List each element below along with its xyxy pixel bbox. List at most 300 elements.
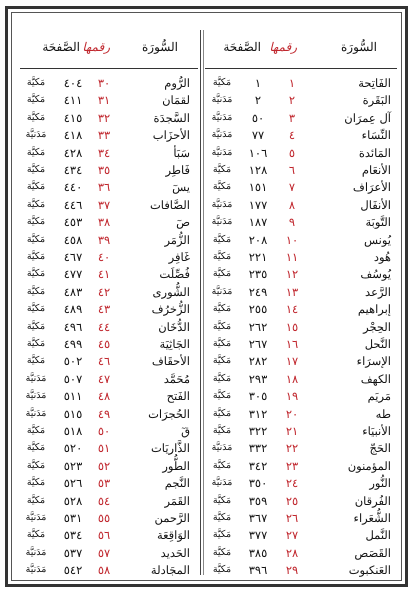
- surah-order: ٤٣: [97, 302, 111, 317]
- surah-name: الفُرقان: [354, 493, 391, 508]
- surah-order: ٤٩: [97, 406, 111, 421]
- surah-order: ٦: [288, 163, 296, 177]
- table-row: [20, 109, 198, 127]
- surah-name: القَمَر: [164, 493, 190, 508]
- surah-order: ١٧: [285, 354, 299, 369]
- surah-type: مَكيَّة: [26, 459, 46, 471]
- surah-name: فُصِّلَت: [159, 267, 190, 282]
- surah-name: مُحَمَّد: [163, 371, 190, 386]
- surah-name: النِّسَاء: [361, 128, 391, 143]
- surah-order: ٤٨: [97, 389, 111, 404]
- table-row: [20, 405, 198, 423]
- table-row: [205, 474, 397, 492]
- surah-page: ٤٢٨: [63, 145, 83, 160]
- surah-type: مَكيَّة: [26, 285, 46, 297]
- surah-order: ١٠: [285, 232, 299, 247]
- table-row: [205, 231, 397, 249]
- surah-name: النَّحل: [364, 337, 391, 351]
- table-row: [205, 387, 397, 405]
- table-row: [205, 439, 397, 457]
- surah-type: مَكيَّة: [212, 164, 232, 175]
- table-row: [205, 196, 397, 214]
- surah-type: مَكيَّة: [212, 233, 232, 245]
- surah-type: مَكيَّة: [26, 303, 46, 315]
- surah-type: مَكيَّة: [26, 268, 46, 280]
- surah-page: ٥٣٤: [63, 528, 83, 543]
- table-row: [205, 318, 397, 336]
- surah-name: هُود: [373, 250, 391, 264]
- surah-order: ٢٧: [285, 528, 299, 543]
- surah-order: ٥٨: [97, 563, 111, 578]
- surah-order: ٤٥: [97, 337, 111, 351]
- surah-name: العَنكبوت: [348, 563, 391, 578]
- surah-page: ٤٥٨: [63, 232, 83, 247]
- surah-type: مَكيَّة: [212, 303, 232, 315]
- page-header: الصَّفحَة: [42, 40, 80, 54]
- surah-name: الإسرَاء: [356, 354, 391, 369]
- table-row: [20, 457, 198, 475]
- table-row: [20, 509, 198, 527]
- surah-page: ٣٤٢: [248, 458, 268, 473]
- surah-type: مَكيَّة: [26, 355, 46, 367]
- surah-name: الفَاتِحة: [358, 76, 391, 90]
- table-row: [20, 265, 198, 283]
- surah-order: ٣٢: [97, 110, 111, 125]
- surah-page: ٣١٢: [248, 406, 268, 421]
- table-row: [20, 283, 198, 301]
- surah-order: ٣١: [97, 93, 111, 108]
- surah-type: مَدَنيَّة: [25, 546, 47, 558]
- surah-name: الرَّعد: [365, 284, 391, 299]
- surah-type: مَكيَّة: [26, 425, 46, 436]
- table-row: [205, 91, 397, 109]
- surah-type: مَدَنيَّة: [25, 512, 47, 523]
- surah-order: ٢٦: [285, 511, 299, 525]
- table-row: [20, 248, 198, 266]
- surah-type: مَكيَّة: [212, 355, 232, 367]
- surah-page: ٣٠٥: [248, 389, 268, 404]
- surah-type: مَكيَّة: [26, 111, 46, 123]
- surah-order: ١١: [285, 250, 299, 264]
- surah-type: مَكيَّة: [212, 251, 232, 262]
- table-row: [20, 370, 198, 388]
- surah-page: ٤٤٠: [63, 180, 83, 195]
- surah-order: ٣٥: [97, 163, 111, 177]
- surah-order: ٢٤: [285, 476, 299, 491]
- surah-order: ٨: [288, 197, 296, 212]
- surah-page: ٢٣٥: [248, 267, 268, 282]
- surah-type: مَدَنيَّة: [211, 111, 233, 123]
- surah-type: مَكيَّة: [212, 564, 232, 576]
- surah-type: مَكيَّة: [212, 512, 232, 523]
- surah-type: مَكيَّة: [26, 94, 46, 106]
- surah-name: المجَادلة: [150, 563, 190, 578]
- surah-order: ١٨: [285, 371, 299, 386]
- surah-type: مَدَنيَّة: [211, 198, 233, 210]
- surah-name: الأنبيَاء: [362, 424, 391, 438]
- surah-name: آل عِمرَان: [344, 110, 391, 125]
- surah-page: ٤٥٣: [63, 215, 83, 230]
- surah-type: مَدَنيَّة: [25, 372, 47, 384]
- surah-page: ٣٦٧: [248, 511, 268, 525]
- table-row: [205, 509, 397, 527]
- surah-page: ٥٢٣: [63, 458, 83, 473]
- surah-order: ٣٨: [97, 215, 111, 230]
- surah-name: النَّجم: [164, 476, 190, 491]
- surah-name: المؤمنون: [347, 458, 391, 473]
- surah-page: ٥١٨: [63, 424, 83, 438]
- order-header: رقمها: [269, 40, 297, 54]
- surah-name: الحَديد: [160, 545, 190, 560]
- surah-page: ٥٣٧: [63, 545, 83, 560]
- surah-type: مَكيَّة: [26, 146, 46, 158]
- surah-name: الشُّعَراء: [353, 511, 391, 525]
- surah-type: مَكيَّة: [212, 546, 232, 558]
- surah-order: ٣٧: [97, 197, 111, 212]
- surah-page: ٣٩٦: [248, 563, 268, 578]
- surah-page: ٢٤٩: [248, 284, 268, 299]
- surah-name: الحِجْر: [363, 319, 391, 334]
- surah-page: ١٥١: [248, 180, 268, 195]
- surah-name: الطُّور: [162, 458, 190, 473]
- surah-type: مَكيَّة: [26, 251, 46, 262]
- surah-order: ٥٢: [97, 458, 111, 473]
- surah-table-right: [205, 30, 397, 578]
- table-row: [205, 526, 397, 544]
- surah-type: مَدَنيَّة: [211, 216, 233, 228]
- surah-name: الرَّحمن: [154, 511, 190, 525]
- surah-order: ٢٢: [285, 441, 299, 456]
- surah-page: ٣٢٢: [248, 424, 268, 438]
- surah-name: الشُّورى: [152, 284, 190, 299]
- surah-name: الرُّوم: [164, 76, 190, 90]
- surah-type: مَكيَّة: [212, 268, 232, 280]
- order-header: رقمها: [82, 40, 110, 54]
- surah-name: إبراهيم: [357, 302, 391, 317]
- surah-type: مَكيَّة: [26, 494, 46, 506]
- surah-order: ٥١: [97, 441, 111, 456]
- surah-page: ٤١٥: [63, 110, 83, 125]
- surah-order: ٢: [288, 93, 296, 108]
- table-row: [20, 178, 198, 196]
- surah-name: يُوسُف: [360, 267, 391, 282]
- table-row: [205, 283, 397, 301]
- table-row: [205, 561, 397, 579]
- surah-page: ٤١١: [63, 93, 83, 108]
- surah-order: ٢٠: [285, 406, 299, 421]
- table-row: [20, 352, 198, 370]
- surah-type: مَدَنيَّة: [211, 129, 233, 141]
- surah-page: ٣٣٢: [248, 441, 268, 456]
- surah-name: الأعرَاف: [352, 180, 391, 195]
- surah-order: ٤١: [97, 267, 111, 282]
- surah-page: ٤٠٤: [63, 76, 83, 90]
- surah-page: ٣٧٧: [248, 528, 268, 543]
- table-row: [205, 265, 397, 283]
- surah-type: مَكيَّة: [212, 338, 232, 349]
- surah-order: ٤٧: [97, 371, 111, 386]
- surah-order: ٣: [288, 110, 296, 125]
- table-row: [205, 248, 397, 266]
- surah-type: مَكيَّة: [26, 320, 46, 332]
- surah-page: ٥٠٢: [63, 354, 83, 369]
- surah-order: ٢٥: [285, 493, 299, 508]
- surah-name: لقمَان: [162, 93, 190, 108]
- table-row: [205, 544, 397, 562]
- surah-order: ٣٤: [97, 145, 111, 160]
- surah-page: ٧٧: [251, 128, 265, 143]
- surah-order: ٢٣: [285, 458, 299, 473]
- surah-page: ٤١٨: [63, 128, 83, 143]
- surah-name: غَافِر: [168, 250, 190, 264]
- table-row: [20, 196, 198, 214]
- surah-name: الذَّاريَات: [150, 441, 190, 456]
- surah-page: ٢٦٢: [248, 319, 268, 334]
- surah-order: ٥: [288, 145, 296, 160]
- surah-page: ١٠٦: [248, 145, 268, 160]
- surah-type: مَكيَّة: [212, 529, 232, 541]
- surah-name: الصَّافات: [149, 197, 190, 212]
- column-divider: [200, 30, 201, 575]
- surah-name: الفَتح: [166, 389, 190, 404]
- surah-page: ٢: [254, 93, 262, 108]
- surah-order: ٢١: [285, 424, 299, 438]
- surah-type: مَكيَّة: [26, 477, 46, 489]
- surah-type: مَكيَّة: [212, 425, 232, 436]
- surah-type: مَدَنيَّة: [211, 442, 233, 454]
- surah-name: الحَجّ: [369, 441, 391, 456]
- surah-order: ٤: [288, 128, 296, 143]
- surah-page: ٤٦٧: [63, 250, 83, 264]
- surah-page: ٣٨٥: [248, 545, 268, 560]
- table-row: [20, 161, 198, 179]
- surah-order: ٧: [288, 180, 296, 195]
- table-row: [205, 492, 397, 510]
- surah-type: مَكيَّة: [212, 372, 232, 384]
- surah-type: مَكيَّة: [26, 198, 46, 210]
- surah-order: ١٥: [285, 319, 299, 334]
- surah-name: مَريَم: [367, 389, 391, 404]
- surah-order: ٣٣: [97, 128, 111, 143]
- surah-type: مَكيَّة: [26, 181, 46, 193]
- surah-order: ٥٥: [97, 511, 111, 525]
- surah-page: ٢٠٨: [248, 232, 268, 247]
- table-row: [20, 422, 198, 440]
- surah-page: ٤٧٧: [63, 267, 83, 282]
- surah-header: السُّورَة: [142, 40, 178, 54]
- surah-page: ٣٥٠: [248, 476, 268, 491]
- surah-order: ٥٤: [97, 493, 111, 508]
- surah-name: المَائدة: [358, 145, 391, 160]
- surah-type: مَدَنيَّة: [25, 129, 47, 141]
- surah-order: ١٤: [285, 302, 299, 317]
- surah-type: مَدَنيَّة: [211, 477, 233, 489]
- surah-type: مَكيَّة: [26, 233, 46, 245]
- surah-order: ١٢: [285, 267, 299, 282]
- surah-type: مَدَنيَّة: [25, 564, 47, 576]
- surah-type: مَكيَّة: [212, 407, 232, 419]
- surah-order: ٥٦: [97, 528, 111, 543]
- table-row: [205, 213, 397, 231]
- surah-name: الوَاقِعَة: [156, 528, 190, 543]
- table-row: [205, 335, 397, 353]
- table-header: [205, 30, 397, 69]
- surah-page: ٥٢٦: [63, 476, 83, 491]
- surah-page: ٤٩٦: [63, 319, 83, 334]
- surah-type: مَدَنيَّة: [211, 146, 233, 158]
- surah-order: ٢٩: [285, 563, 299, 578]
- surah-order: ٥٠: [97, 424, 111, 438]
- surah-name: الحُجرَات: [148, 406, 190, 421]
- table-row: [20, 561, 198, 579]
- surah-page: ٢٢١: [248, 250, 268, 264]
- table-row: [20, 144, 198, 162]
- surah-name: الأحزَاب: [152, 128, 190, 143]
- surah-name: يُونس: [363, 232, 391, 247]
- surah-page: ٥٠: [251, 110, 265, 125]
- surah-type: مَكيَّة: [26, 77, 46, 88]
- table-row: [20, 544, 198, 562]
- table-row: [20, 126, 198, 144]
- surah-name: الدُّخَان: [158, 319, 190, 334]
- surah-name: السَّجدَة: [153, 110, 190, 125]
- surah-type: مَدَنيَّة: [211, 285, 233, 297]
- surah-name: الأنفَال: [360, 197, 391, 212]
- table-row: [205, 370, 397, 388]
- surah-page: ٥٤٢: [63, 563, 83, 578]
- surah-order: ٣٠: [97, 76, 111, 90]
- surah-order: ٤٠: [97, 250, 111, 264]
- surah-type: مَكيَّة: [212, 390, 232, 402]
- surah-page: ٤٩٩: [63, 337, 83, 351]
- surah-name: صٓ: [176, 215, 190, 230]
- surah-name: الأنعَام: [361, 163, 391, 177]
- surah-name: النَّمل: [365, 528, 391, 543]
- surah-page: ٥٣١: [63, 511, 83, 525]
- surah-name: سَبَأ: [173, 145, 190, 160]
- table-row: [205, 352, 397, 370]
- table-row: [205, 178, 397, 196]
- table-row: [20, 439, 198, 457]
- column-divider-inner: [203, 30, 204, 575]
- table-row: [20, 74, 198, 92]
- surah-page: ٢٦٧: [248, 337, 268, 351]
- table-row: [205, 109, 397, 127]
- surah-order: ٥٧: [97, 545, 111, 560]
- surah-page: ٢٥٥: [248, 302, 268, 317]
- table-row: [20, 526, 198, 544]
- surah-name: قٓ: [181, 424, 190, 438]
- surah-type: مَكيَّة: [212, 494, 232, 506]
- surah-name: الزُّمَر: [164, 232, 190, 247]
- surah-name: الكهف: [360, 371, 391, 386]
- surah-order: ٢٨: [285, 545, 299, 560]
- surah-name: النُّور: [369, 476, 391, 491]
- surah-order: ١: [288, 76, 296, 90]
- surah-order: ٥٣: [97, 476, 111, 491]
- surah-table-left: [20, 30, 198, 578]
- surah-page: ١٢٨: [248, 163, 268, 177]
- surah-name: البَقَرة: [362, 93, 391, 108]
- surah-name: طه: [375, 406, 391, 421]
- surah-page: ٢٨٢: [248, 354, 268, 369]
- table-row: [20, 231, 198, 249]
- page-header: الصَّفحَة: [223, 40, 261, 54]
- surah-name: الأحقَاف: [151, 354, 190, 369]
- table-row: [20, 300, 198, 318]
- surah-header: السُّورَة: [341, 40, 377, 54]
- table-row: [20, 474, 198, 492]
- surah-page: ٥١٥: [63, 406, 83, 421]
- table-row: [20, 387, 198, 405]
- table-row: [205, 422, 397, 440]
- surah-page: ١٨٧: [248, 215, 268, 230]
- surah-type: مَدَنيَّة: [211, 94, 233, 106]
- table-row: [20, 91, 198, 109]
- surah-name: التَّوبَة: [365, 215, 391, 230]
- surah-page: ٥٢٨: [63, 493, 83, 508]
- surah-page: ٥١١: [63, 389, 83, 404]
- surah-page: ٤٨٩: [63, 302, 83, 317]
- surah-type: مَكيَّة: [26, 442, 46, 454]
- surah-name: الجَاثِيَة: [159, 337, 190, 351]
- surah-type: مَدَنيَّة: [25, 407, 47, 419]
- surah-type: مَكيَّة: [26, 529, 46, 541]
- table-row: [20, 492, 198, 510]
- surah-type: مَدَنيَّة: [25, 390, 47, 402]
- surah-type: مَكيَّة: [212, 77, 232, 88]
- table-header: [20, 30, 198, 69]
- surah-order: ١٩: [285, 389, 299, 404]
- surah-name: فَاطِر: [165, 163, 190, 177]
- table-row: [205, 144, 397, 162]
- table-row: [20, 213, 198, 231]
- surah-type: مَكيَّة: [212, 320, 232, 332]
- surah-page: ٤٣٤: [63, 163, 83, 177]
- surah-page: ٥٢٠: [63, 441, 83, 456]
- surah-order: ٣٩: [97, 232, 111, 247]
- surah-name: يسٓ: [172, 180, 190, 195]
- table-row: [20, 335, 198, 353]
- surah-name: القَصَص: [354, 545, 391, 560]
- table-row: [205, 300, 397, 318]
- surah-order: ٩: [288, 215, 296, 230]
- surah-type: مَكيَّة: [212, 181, 232, 193]
- surah-page: ٢٩٣: [248, 371, 268, 386]
- surah-order: ٤٢: [97, 284, 111, 299]
- surah-page: ٤٤٦: [63, 197, 83, 212]
- surah-name: الزُّخرُف: [151, 302, 190, 317]
- surah-type: مَكيَّة: [26, 216, 46, 228]
- table-row: [205, 405, 397, 423]
- table-row: [20, 318, 198, 336]
- surah-type: مَكيَّة: [26, 338, 46, 349]
- surah-page: ١: [254, 76, 262, 90]
- surah-type: مَكيَّة: [212, 459, 232, 471]
- surah-type: مَكيَّة: [26, 164, 46, 175]
- surah-page: ١٧٧: [248, 197, 268, 212]
- surah-order: ١٣: [285, 284, 299, 299]
- table-row: [205, 74, 397, 92]
- surah-page: ٥٠٧: [63, 371, 83, 386]
- surah-order: ٣٦: [97, 180, 111, 195]
- table-row: [205, 126, 397, 144]
- surah-page: ٣٥٩: [248, 493, 268, 508]
- surah-order: ٤٤: [97, 319, 111, 334]
- table-row: [205, 457, 397, 475]
- table-row: [205, 161, 397, 179]
- surah-order: ٤٦: [97, 354, 111, 369]
